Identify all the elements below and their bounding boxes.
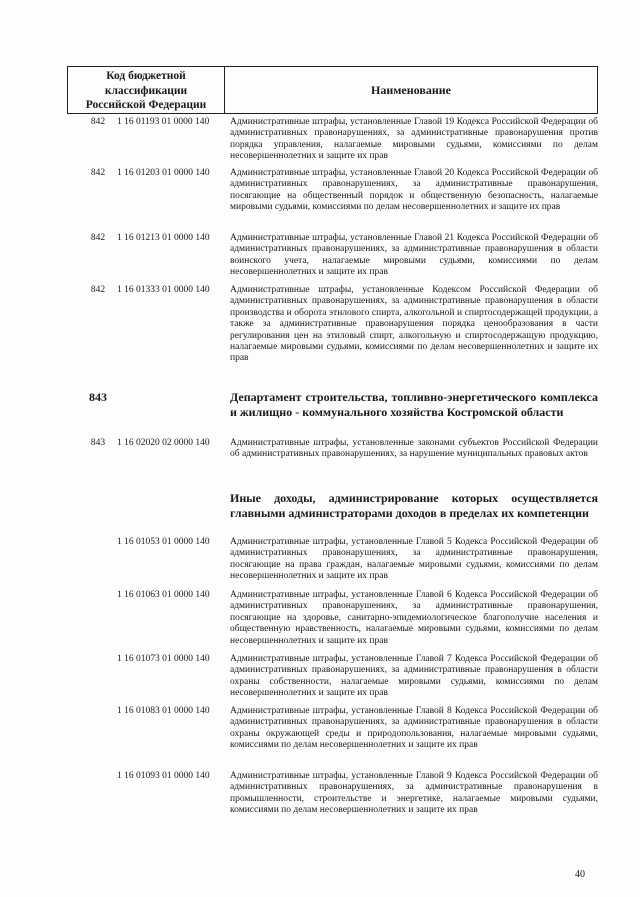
- budget-code: 1 16 02020 02 0000 140: [117, 438, 210, 448]
- row-description: Административные штрафы, установленные Главой 9 Кодекса Российской Федерации об административных правонарушениях, за административные правонарушения в промышленности, строительстве и энергетике, налагаемые мировыми судьями, комиссиями по делам несовершеннолетних и защите их прав: [230, 771, 598, 816]
- budget-code: 1 16 01213 01 0000 140: [117, 233, 210, 243]
- budget-code: 1 16 01083 01 0000 140: [117, 706, 210, 716]
- header-name-column: Наименование: [371, 82, 451, 97]
- admin-code: 842: [90, 117, 106, 127]
- budget-code: 1 16 01093 01 0000 140: [117, 771, 210, 781]
- budget-code: 1 16 01063 01 0000 140: [117, 590, 210, 600]
- budget-code: 1 16 01073 01 0000 140: [117, 654, 210, 664]
- admin-code: 842: [90, 285, 106, 295]
- row-description: Административные штрафы, установленные Главой 5 Кодекса Российской Федерации об административных правонарушениях, за административные правонарушения, посягающие на права граждан, налагаемые мировыми судьями, комиссиями по делам несовершеннолетних и защите их прав: [230, 537, 598, 582]
- budget-code: 1 16 01203 01 0000 140: [117, 168, 210, 178]
- row-description: Административные штрафы, установленные Главой 8 Кодекса Российской Федерации об административных правонарушениях, за административные правонарушения в области охраны окружающей среды и природопользования, налагаемые мировыми судьями, комиссиями по делам несовершеннолетних и защите их прав: [230, 706, 598, 751]
- section-title: Департамент строительства, топливно-энергетического комплекса и жилищно - коммунального хозяйства Костромской области: [230, 390, 598, 420]
- row-description: Административные штрафы, установленные Главой 20 Кодекса Российской Федерации об административных правонарушениях, за административные правонарушения, посягающие на общественный порядок и общественную безопасность, налагаемые мировыми судьями, комиссиями по делам несовершеннолетних и защите их прав: [230, 168, 598, 213]
- budget-code: 1 16 01333 01 0000 140: [117, 285, 210, 295]
- table-header: [67, 66, 598, 114]
- row-description: Административные штрафы, установленные законами субъектов Российской Федерации об административных правонарушениях, за нарушение муниципальных правовых актов: [230, 438, 598, 460]
- row-description: Административные штрафы, установленные Кодексом Российской Федерации об административных правонарушениях, за административные правонарушения в области производства и оборота этилового спирта, алкогольной и спиртосодержащей продукции, а также за административные правонарушения порядка ценообразования в части регулирования цен на этиловый спирт, алкогольную и спиртосодержащую продукцию, налагаемые мировыми судьями, комиссиями по делам несовершеннолетних и защите их прав: [230, 285, 598, 364]
- budget-code: 1 16 01193 01 0000 140: [117, 117, 210, 127]
- row-description: Административные штрафы, установленные Главой 6 Кодекса Российской Федерации об административных правонарушениях, за административные правонарушения, посягающие на здоровье, санитарно-эпидемиологическое благополучие населения и общественную нравственность, налагаемые мировыми судьями, комиссиями по делам несовершеннолетних и защите их прав: [230, 590, 598, 646]
- admin-code: 842: [90, 233, 106, 243]
- page-number: 40: [575, 869, 585, 880]
- row-description: Административные штрафы, установленные Главой 19 Кодекса Российской Федерации об административных правонарушениях, за административные правонарушения против порядка управления, налагаемые мировыми судьями, комиссиями по делам несовершеннолетних и защите их прав: [230, 117, 598, 162]
- section-title: Иные доходы, администрирование которых осуществляется главными администраторами доходов в пределах их компетенции: [230, 491, 598, 521]
- header-code-column: Код бюджетной классификации Российской Федерации: [68, 67, 225, 113]
- admin-code: 843: [90, 438, 106, 448]
- admin-code: 842: [90, 168, 106, 178]
- section-admin-code: 843: [89, 390, 107, 404]
- row-description: Административные штрафы, установленные Главой 7 Кодекса Российской Федерации об административных правонарушениях, за административные правонарушения в области охраны собственности, налагаемые мировыми судьями, комиссиями по делам несовершеннолетних и защите их прав: [230, 654, 598, 699]
- row-description: Административные штрафы, установленные Главой 21 Кодекса Российской Федерации об административных правонарушениях, за административные правонарушения в области воинского учета, налагаемые мировыми судьями, комиссиями по делам несовершеннолетних и защите их прав: [230, 233, 598, 278]
- budget-code: 1 16 01053 01 0000 140: [117, 537, 210, 547]
